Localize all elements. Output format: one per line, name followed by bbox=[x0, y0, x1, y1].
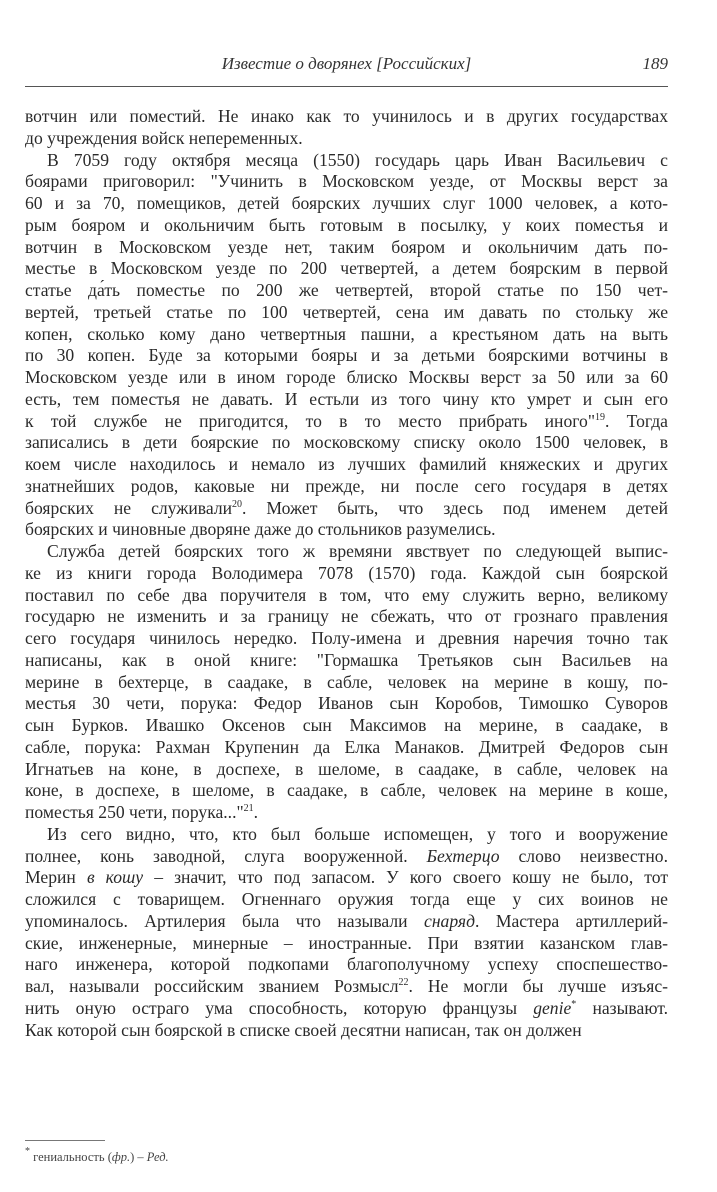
text-segment: знатнейших родов, каковые ни прежде, ни после сего государя в детях bbox=[25, 475, 668, 496]
text-segment: ке из книги города Володимера 7078 (1570) года. Каждой сын боярской bbox=[25, 562, 668, 583]
text-segment: статье да́ть поместье по 200 же четвертей, второй статье по 150 чет- bbox=[25, 280, 668, 300]
text-segment: ские, инженерные, минерные – иностранные. При взятии казанском глав- bbox=[25, 932, 668, 953]
text-segment: сабле, порука: Рахман Крупенин да Елка Манаков. Дмитрей Федоров сын bbox=[25, 736, 668, 757]
text-line bbox=[25, 476, 668, 498]
text-line bbox=[25, 541, 668, 563]
text-line bbox=[25, 889, 668, 911]
text-segment: к той службе не пригодится, то в то место прибрать иного" bbox=[25, 410, 596, 431]
text-segment: местья 30 чети, порука: Федор Иванов сын Коробов, Тимошко Суворов bbox=[25, 693, 668, 714]
text-line bbox=[25, 258, 668, 280]
running-title: Известие о дворянех [Российских] bbox=[221, 54, 472, 73]
text-line bbox=[25, 324, 668, 346]
text-segment: называют. bbox=[576, 997, 668, 1018]
paragraph bbox=[25, 106, 668, 150]
text-line bbox=[25, 606, 668, 628]
text-line bbox=[25, 519, 668, 541]
paragraph bbox=[25, 150, 668, 542]
text-segment: по 30 копен. Буде за которыми бояры и за детьми боярскими вотчины в bbox=[25, 345, 668, 366]
text-line bbox=[25, 1020, 668, 1042]
footnote-dash: ) – bbox=[130, 1150, 147, 1164]
text-line bbox=[25, 171, 668, 193]
text-line bbox=[25, 780, 668, 802]
text-segment: упоминалось. Артилерия была что называли bbox=[25, 910, 425, 931]
text-segment: Служба детей боярских того ж времяни явствует по следующей выпис- bbox=[47, 541, 668, 561]
footnote-ref: 22 bbox=[398, 977, 409, 988]
text-segment: . Не могли бы лучше изъяс- bbox=[408, 976, 668, 996]
footnote-text: гениальность ( bbox=[30, 1150, 112, 1164]
text-segment: 60 и за 70, помещиков, детей боярских лучших слуг 1000 человек, а кото- bbox=[25, 193, 668, 213]
text-segment: . Мастера артиллерий- bbox=[475, 910, 668, 931]
text-segment: поставил по себе два поручителя в том, что ему служить верно, великому bbox=[25, 584, 668, 605]
text-line bbox=[25, 215, 668, 237]
text-segment: коем числе находилось и немало из лучших фамилий княжеских и других bbox=[25, 454, 668, 474]
paragraph bbox=[25, 824, 668, 1042]
italic-text: genie bbox=[533, 997, 572, 1018]
italic-text: снаряд bbox=[424, 910, 475, 931]
text-line bbox=[25, 150, 668, 172]
text-line bbox=[25, 367, 668, 389]
text-segment: слово неизвестно. bbox=[499, 845, 668, 866]
text-line bbox=[25, 411, 668, 433]
text-segment: написаны, как в оной книге: "Гормашка Третьяков сын Васильев на bbox=[25, 649, 668, 670]
paragraph bbox=[25, 541, 668, 824]
page-number: 189 bbox=[642, 54, 668, 73]
running-header bbox=[25, 54, 668, 80]
text-segment: Как которой сын боярской в списке своей десятни написан, так он должен bbox=[25, 1019, 582, 1040]
text-line bbox=[25, 585, 668, 607]
text-line bbox=[25, 237, 668, 259]
text-segment: нить оную остраго ума способность, которую французы bbox=[25, 997, 534, 1018]
footnote-ref: 20 bbox=[232, 498, 243, 510]
header-rule bbox=[25, 86, 668, 87]
text-line bbox=[25, 715, 668, 737]
text-segment: вотчин в Московском уезде нет, таким бояром и окольничим дать по- bbox=[25, 236, 668, 257]
text-segment: боярских и чиновные дворяне даже до стольников разумелись. bbox=[25, 519, 496, 540]
text-line bbox=[25, 280, 668, 302]
text-segment: . Может быть, что здесь под именем детей bbox=[242, 497, 668, 518]
text-segment: рым бояром и окольничим быть готовым в посылку, у коих поместья и bbox=[25, 214, 668, 235]
text-line bbox=[25, 737, 668, 759]
text-segment: полнее, конь заводной, слуга вооруженной. bbox=[25, 845, 427, 866]
text-segment: вертей, третьей статье по 100 четвертей, сена им давать по стольку же bbox=[25, 301, 668, 322]
text-line bbox=[25, 933, 668, 955]
text-segment: сын Бурков. Ивашко Оксенов сын Максимов на мерине, в саадаке, в bbox=[25, 715, 668, 735]
text-line bbox=[25, 389, 668, 411]
text-segment: государю не изменить и за границу не сбежать, что от грознаго правления bbox=[25, 606, 668, 627]
text-line bbox=[25, 867, 668, 889]
text-line bbox=[25, 976, 668, 998]
text-line bbox=[25, 193, 668, 215]
text-segment: . Тогда bbox=[605, 410, 668, 431]
text-segment: боярами приговорил: "Учинить в Московском уезде, от Москвы верст за bbox=[25, 171, 668, 192]
text-segment: есть, тем поместья не давать. И естьли из того чину кто умрет и сын его bbox=[25, 388, 668, 409]
text-line bbox=[25, 628, 668, 650]
text-line bbox=[25, 345, 668, 367]
text-line bbox=[25, 693, 668, 715]
text-segment: сего государя чинилось нередко. Полу-имена и древния наречия точно так bbox=[25, 628, 668, 648]
text-line bbox=[25, 128, 668, 150]
text-segment: до учреждения войск непеременных. bbox=[25, 127, 303, 148]
text-segment: копен, сколько кому дано четвертныя пашни, а крестьяном дать на выть bbox=[25, 323, 668, 344]
text-segment: записались в дети боярские по московскому списку около 1500 человек, в bbox=[25, 432, 668, 453]
text-segment: мерине в бехтерце, в саадаке, в сабле, человек на мерине в кошу, по- bbox=[25, 671, 668, 692]
text-line bbox=[25, 672, 668, 694]
text-segment: коне, в доспехе, в шеломе, в саадаке, в сабле, человек на мерине в коше, bbox=[25, 780, 668, 801]
text-line bbox=[25, 911, 668, 933]
text-segment: вотчин или поместий. Не инако как то учинилось и в других государствах bbox=[25, 106, 668, 126]
footnote-abbr: фр. bbox=[111, 1150, 131, 1164]
text-line bbox=[25, 759, 668, 781]
text-line bbox=[25, 498, 668, 520]
footnote-marker: * bbox=[25, 1146, 30, 1157]
text-segment: Московском уезде или в ином городе блиско Москвы верст за 50 или за 60 bbox=[25, 367, 668, 387]
text-line bbox=[25, 998, 668, 1020]
text-line bbox=[25, 106, 668, 128]
text-segment: . bbox=[253, 802, 259, 822]
text-line bbox=[25, 802, 668, 824]
footnote-editor: Ред. bbox=[146, 1150, 169, 1164]
italic-text: Бехтерцо bbox=[426, 845, 500, 866]
text-line bbox=[25, 846, 668, 868]
footnote bbox=[25, 1146, 169, 1165]
text-segment: Игнатьев на коне, в доспехе, в шеломе, в саадаке, в сабле, человек на bbox=[25, 758, 668, 779]
text-segment: – значит, что под запасом. У кого своего кошу не было, тот bbox=[143, 867, 668, 888]
text-segment: Из сего видно, что, кто был больше испомещен, у того и вооружение bbox=[47, 823, 668, 844]
body-text bbox=[25, 106, 668, 1041]
text-line bbox=[25, 954, 668, 976]
text-line bbox=[25, 650, 668, 672]
text-segment: вал, называли российским званием Розмысл bbox=[25, 976, 399, 996]
footnote-ref: 21 bbox=[243, 803, 254, 814]
text-line bbox=[25, 302, 668, 324]
italic-text: в кошу bbox=[86, 867, 144, 888]
text-segment: поместья 250 чети, порука..." bbox=[25, 802, 244, 822]
footnote-ref: 19 bbox=[595, 411, 606, 423]
text-line bbox=[25, 432, 668, 454]
text-line bbox=[25, 563, 668, 585]
text-segment: местье в Московском уезде по 200 четвертей, а детем боярским в первой bbox=[25, 258, 668, 279]
text-segment: боярских не служивали bbox=[25, 497, 233, 518]
text-segment: наго инженера, которой подкопами благополучному успеху споспешество- bbox=[25, 954, 668, 975]
footnote-rule bbox=[25, 1140, 105, 1141]
text-segment: сложился с товарищем. Огненнаго оружия тогда еще у сих воинов не bbox=[25, 889, 668, 909]
footnote-ref: * bbox=[571, 998, 577, 1010]
text-line bbox=[25, 454, 668, 476]
text-segment: Мерин bbox=[25, 867, 87, 888]
text-segment: В 7059 году октября месяца (1550) государь царь Иван Васильевич с bbox=[47, 149, 668, 170]
text-line bbox=[25, 824, 668, 846]
